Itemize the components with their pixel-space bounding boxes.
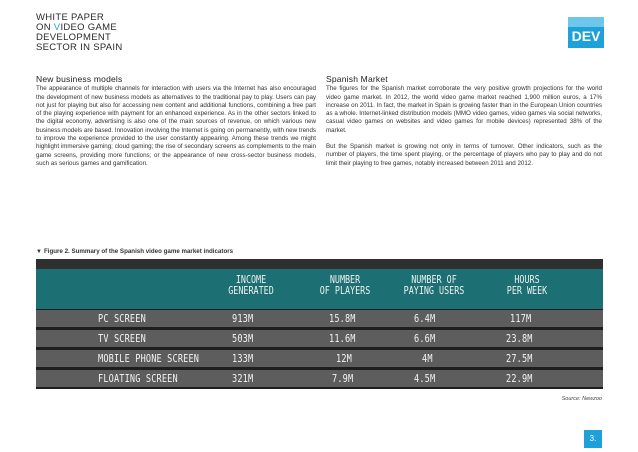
column-header-hours (491, 275, 563, 297)
document-header (36, 13, 123, 53)
logo-text: DEV (571, 28, 601, 44)
row-label: MOBILE PHONE SCREEN (98, 352, 200, 365)
players-cell: 11.6M (329, 332, 356, 345)
indicators-table (36, 259, 603, 389)
figure-source: Source: Newzoo (561, 396, 602, 402)
hours-cell: 22.9M (506, 372, 533, 385)
header-line-4: SECTOR IN SPAIN (36, 42, 123, 53)
income-cell: 913M (232, 312, 254, 325)
income-cell: 321M (232, 372, 254, 385)
caption-triangle-icon: ▼ (36, 249, 42, 255)
row-label: TV SCREEN (98, 332, 146, 345)
spanish-market-paragraph-1: The figures for the Spanish market corroborate the very positive growth projections for the world video game market. In 2012, the world video game market reached 1,900 million euros, a 17% increase on 2011. In fact, the market in Spain is growing faster than in the European Union countries as a whole. Internet-linked distribution models (MMO video games, video games via social networks, casual video games on websites and video games for mobile devices) represented 38% of the market. (326, 85, 602, 134)
header-line-3: DEVELOPMENT (36, 32, 112, 43)
table-body (36, 309, 603, 389)
section-title-spanish-market: Spanish Market (326, 74, 388, 84)
business-models-paragraph: The appearance of multiple channels for interaction with users via the Internet has also encouraged the development of new business models as alternatives to the traditional pay to play. Users can pay not just for playing but also for accessing new content and additional functions, combining a free part of the playing experience with payment for an enhanced experience. As in the other sectors linked to the digital economy, advertising is also one of the main sources of revenue, on which various new business models are based. Innovation involving the Internet is going on permanently, with new trends to improve the experience provided to the user constantly appearing. Among these trends we might highlight immersive gaming; cloud gaming; the rise of secondary screens as complements to the main game screens, providing more functions; or the appearance of new cross-sector business models, such as serious games and gamification. (36, 85, 316, 167)
header-line-2-post: IDEO GAME (60, 22, 117, 33)
column-header-line: NUMBER OF (411, 274, 457, 286)
table-header (36, 269, 603, 309)
column-header-line: PAYING USERS (403, 285, 465, 297)
dev-logo (568, 17, 604, 48)
table-row-floating (36, 369, 603, 388)
paying-cell: 4.5M (414, 372, 436, 385)
players-cell: 7.9M (332, 372, 354, 385)
figure-caption (36, 248, 233, 255)
header-accent-letter: V (53, 22, 61, 33)
table-row-tv (36, 329, 603, 348)
spanish-market-paragraph-2: But the Spanish market is growing not only in terms of turnover. Other indicators, such as the number of players, the time spent playing, or the percentage of players who pay to play and do not limit their playing to free games, notably increased between 2011 and 2012. (326, 143, 602, 167)
income-cell: 133M (232, 352, 254, 365)
hours-cell: 27.5M (506, 352, 533, 365)
page-number: 3. (584, 430, 602, 448)
paying-cell: 6.6M (414, 332, 436, 345)
column-header-line: NUMBER (329, 274, 361, 286)
row-label: PC SCREEN (98, 312, 146, 325)
column-header-line: INCOME (235, 274, 267, 286)
players-cell: 15.8M (329, 312, 356, 325)
paying-cell: 6.4M (414, 312, 436, 325)
hours-cell: 23.8M (506, 332, 533, 345)
column-header-line: OF PLAYERS (319, 285, 371, 297)
table-top-band (36, 259, 603, 269)
header-line-1: WHITE PAPER (36, 12, 105, 23)
column-header-paying (394, 275, 474, 297)
income-cell: 503M (232, 332, 254, 345)
paying-cell: 4M (422, 352, 433, 365)
column-header-income (215, 275, 287, 297)
row-label: FLOATING SCREEN (98, 372, 178, 385)
table-row-pc (36, 309, 603, 328)
column-header-line: HOURS (514, 274, 540, 286)
right-column (326, 75, 602, 176)
left-column (36, 75, 316, 176)
figure-caption-text: Figure 2. Summary of the Spanish video game market indicators (43, 248, 234, 255)
column-header-line: PER WEEK (506, 285, 548, 297)
column-header-players (309, 275, 381, 297)
column-header-line: GENERATED (228, 285, 274, 297)
section-title-business-models: New business models (36, 74, 123, 84)
table-row-mobile (36, 349, 603, 368)
header-line-2-pre: ON (36, 22, 54, 33)
hours-cell: 117M (510, 312, 532, 325)
players-cell: 12M (336, 352, 352, 365)
